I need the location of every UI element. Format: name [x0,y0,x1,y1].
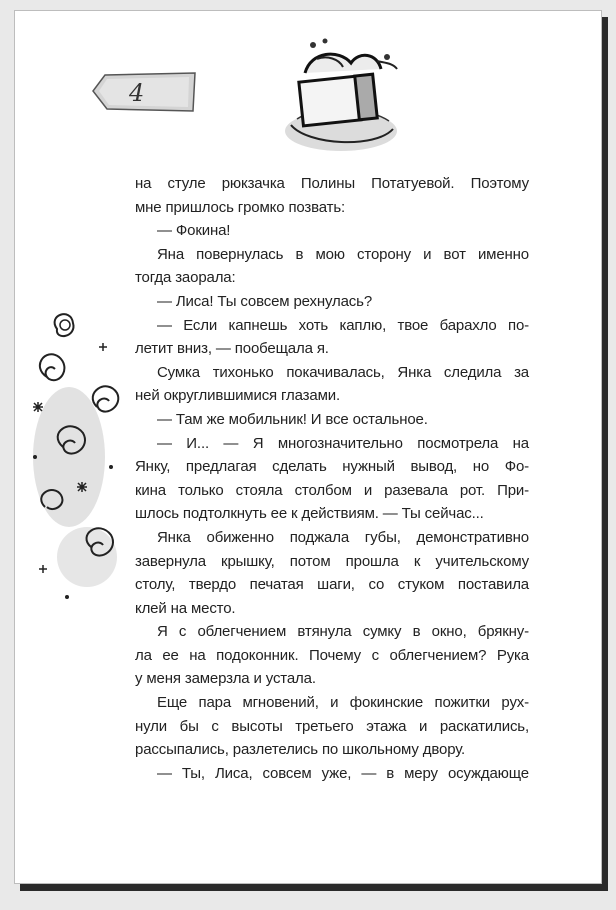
text-line: — Ты, Лиса, совсем уже, — в меру осуждающе [157,764,529,782]
text-line: на стуле рюкзачка Полины Потатуевой. Поэтому [135,175,529,192]
text-line: рассыпались, разлетелись по школьному двору. [135,741,466,759]
text-line: Сумка тихонько покачивалась, Янка следила за [157,363,529,381]
text-line: шлось подтолкнуть ее к действиям. — Ты сейчас... [135,505,484,523]
text-line: завернула крышку, потом прошла к учительскому [135,552,529,570]
text-line: — И... — Я многозначительно посмотрела на [157,434,529,452]
text-line: Янку, предлагая сделать нужный вывод, но Фо- [135,458,529,476]
text-line: ней округлившимися глазами. [135,387,340,405]
book-page [14,10,602,884]
text-line: Еще пара мгновений, и фокинские пожитки рух- [157,694,529,712]
text-line: столу, твердо печатая шаги, со стуком поставила [135,576,529,594]
text-line: нули бы с высоты третьего этажа и раскатились, [135,717,529,735]
text-line: тогда заорала: [135,269,236,287]
text-line: клей на место. [135,599,236,617]
text-line: кина только стояла столбом и разевала рот. При- [135,481,529,499]
swirl-decoration-icon [27,307,129,607]
text-line: летит вниз, — пообещала я. [135,340,329,358]
text-line: — Фокина! [157,222,231,240]
text-line: у меня замерзла и устала. [135,670,316,688]
body-text [135,172,529,785]
text-line: ла ее на подоконник. Почему с облегчением? Рука [135,646,529,664]
page-tab [91,69,201,115]
text-line: Яна повернулась в мою сторону и вот именно [157,245,529,263]
text-line: Я с облегчением втянула сумку в окно, брякну- [157,623,529,641]
text-line: мне пришлось громко позвать: [135,198,346,216]
suitcase-illustration-icon [277,33,405,155]
text-line: — Если капнешь хоть каплю, твое барахло по- [157,316,529,334]
page-number: 4 [129,79,145,107]
text-line: — Там же мобильник! И все остальное. [157,410,428,428]
text-line: Янка обиженно поджала губы, демонстративно [157,528,529,546]
text-line: — Лиса! Ты совсем рехнулась? [157,292,373,310]
